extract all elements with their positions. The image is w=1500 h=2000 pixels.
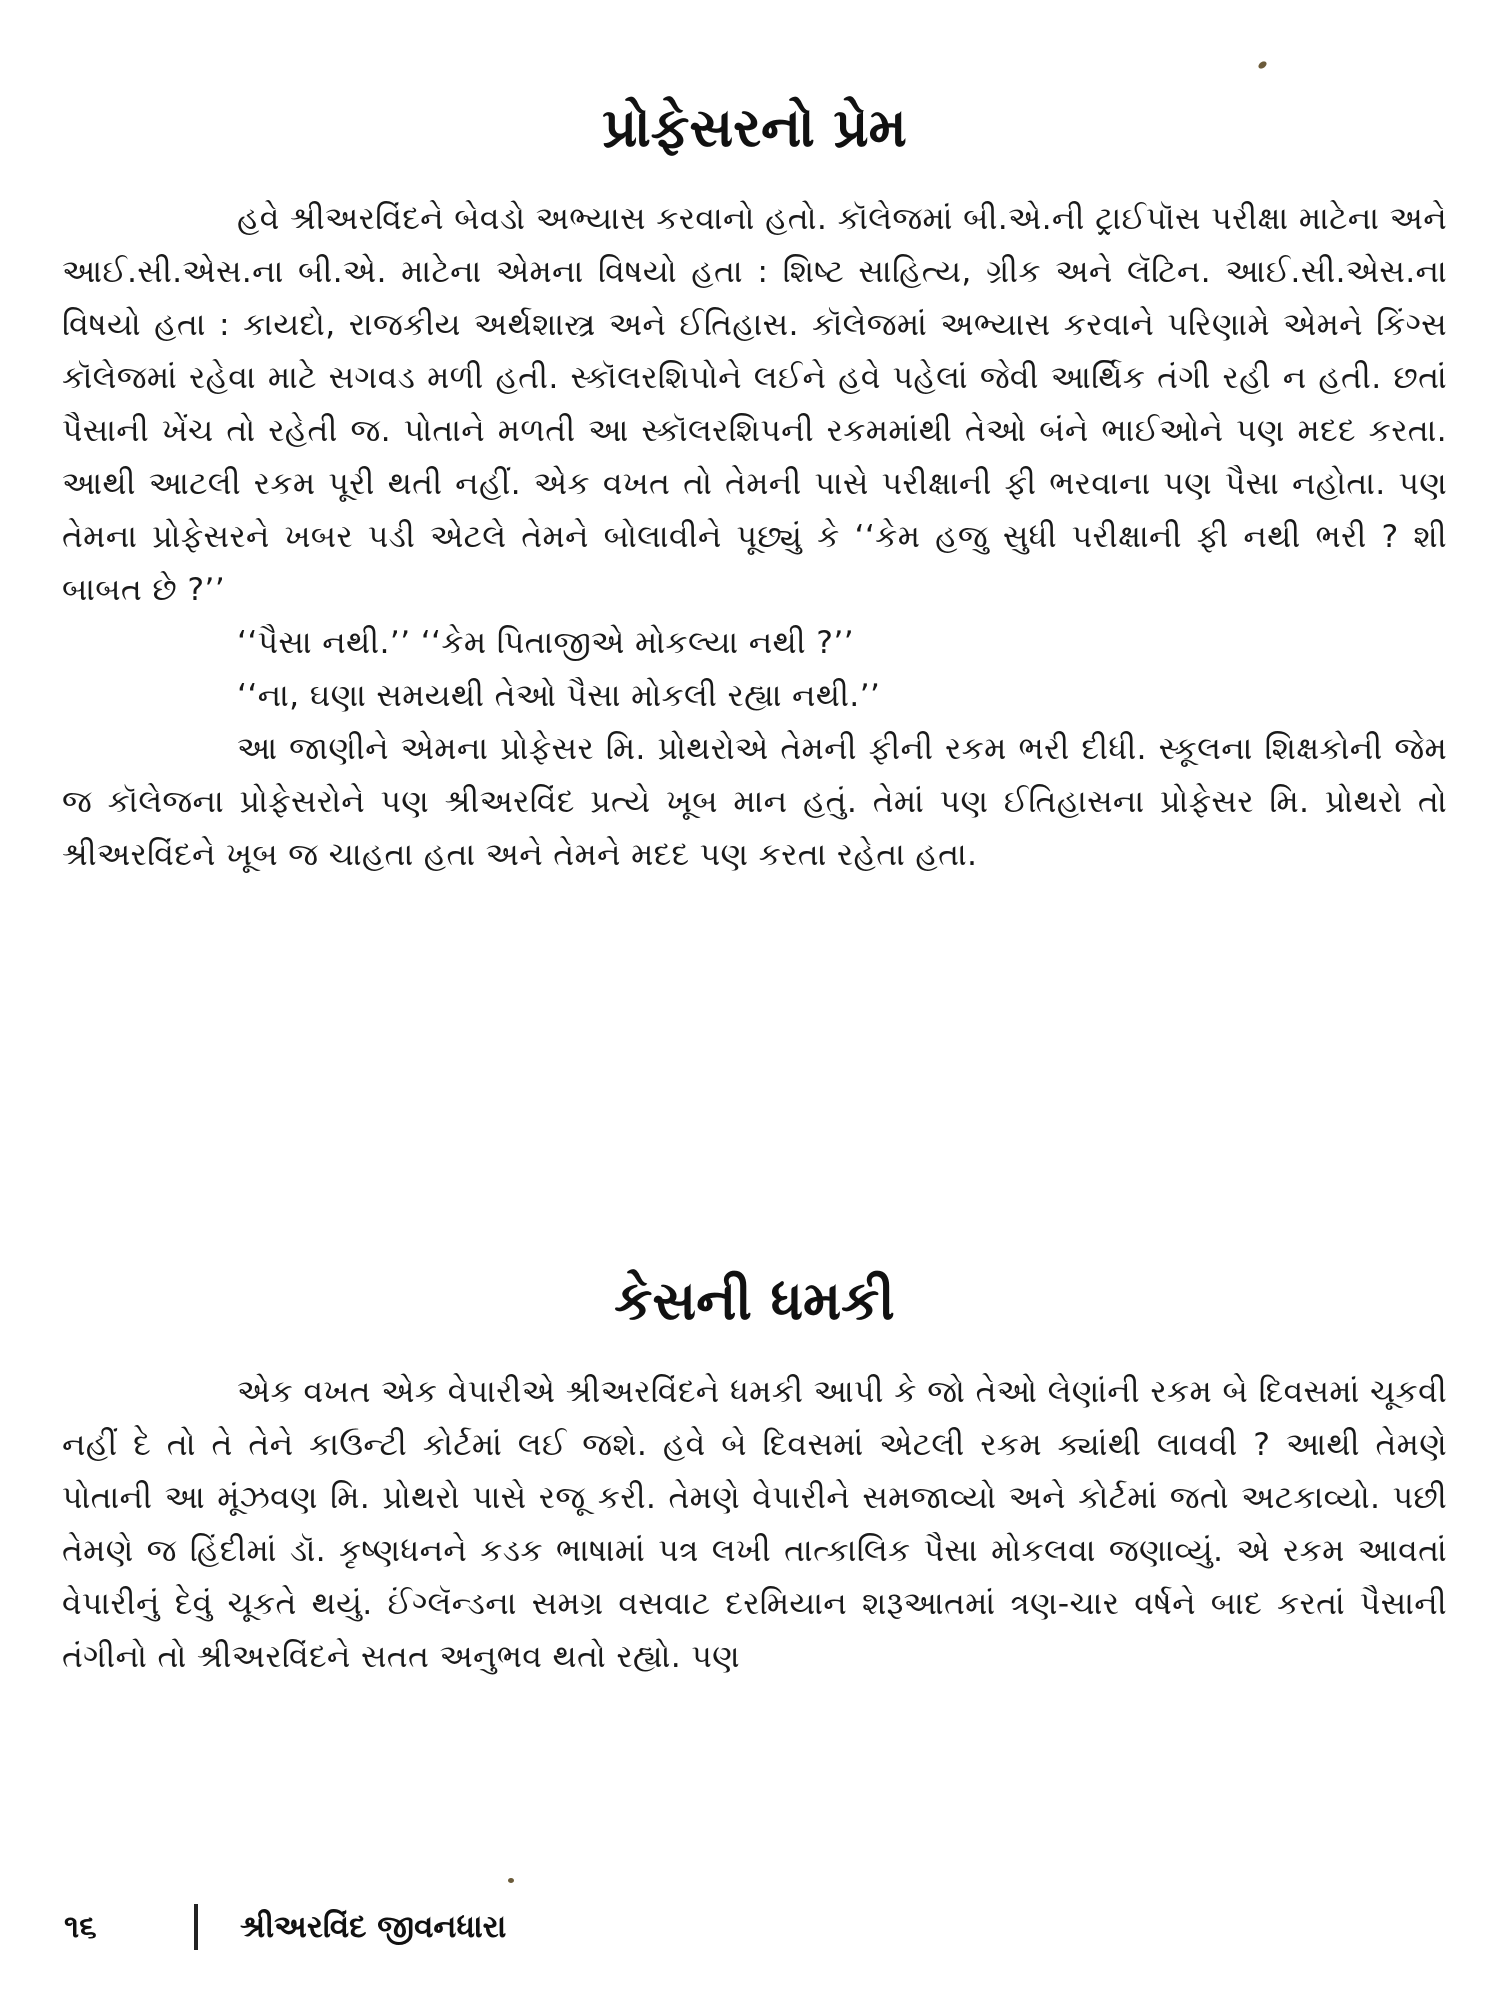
footer-divider (194, 1904, 198, 1950)
section-title-professor-love: પ્રોફેસરનો પ્રેમ (602, 96, 907, 159)
book-title: શ્રીઅરવિંદ જીવનધારા (240, 1908, 507, 1945)
dialog-line: ‘‘પૈસા નથી.’’ ‘‘કેમ પિતાજીએ મોકલ્યા નથી ?’’ (237, 625, 854, 661)
paper-speck (508, 1878, 514, 1883)
book-page (62, 0, 1447, 2000)
page-footer (62, 1900, 1447, 1954)
paragraph: એક વખત એક વેપારીએ શ્રીઅરવિંદને ધમકી આપી કે જો તેઓ લેણાંની રકમ બે દિવસમાં ચૂકવી નહીં દે તો તે તેને કાઉન્ટી કોર્ટમાં લઈ જશે. હવે બે દિવસમાં એટલી રકમ ક્યાંથી લાવવી ? આથી તેમણે પોતાની આ મૂંઝવણ મિ. પ્રોથરો પાસે રજૂ કરી. તેમણે વેપારીને સમજાવ્યો અને કોર્ટમાં જતો અટકાવ્યો. પછી તેમણે જ હિંદીમાં ડૉ. કૃષ્ણધનને કડક ભાષામાં પત્ર લખી તાત્કાલિક પૈસા મોકલવા જણાવ્યું. એ રકમ આવતાં વેપારીનું દેવું ચૂકતે થયું. ઈંગ્લૅન્ડના સમગ્ર વસવાટ દરમિયાન શરૂઆતમાં ત્રણ-ચાર વર્ષને બાદ કરતાં પૈસાની તંગીનો તો શ્રીઅરવિંદને સતત અનુભવ થતો રહ્યો. પણ (62, 1374, 1447, 1675)
section-professor-love-body (62, 193, 1447, 882)
paragraph: આ જાણીને એમના પ્રોફેસર મિ. પ્રોથરોએ તેમની ફીની રકમ ભરી દીધી. સ્કૂલના શિક્ષકોની જેમ જ કૉલેજના પ્રોફેસરોને પણ શ્રીઅરવિંદ પ્રત્યે ખૂબ માન હતું. તેમાં પણ ઈતિહાસના પ્રોફેસર મિ. પ્રોથરો તો શ્રીઅરવિંદને ખૂબ જ ચાહતા હતા અને તેમને મદદ પણ કરતા રહેતા હતા. (62, 731, 1447, 873)
page-number: ૧૬ (64, 1908, 97, 1945)
dialog-line: ‘‘ના, ઘણા સમયથી તેઓ પૈસા મોકલી રહ્યા નથી.’’ (237, 678, 881, 714)
paragraph: હવે શ્રીઅરવિંદને બેવડો અભ્યાસ કરવાનો હતો. કૉલેજમાં બી.એ.ની ટ્રાઈપૉસ પરીક્ષા માટેના અને આઈ.સી.એસ.ના બી.એ. માટેના એમના વિષયો હતા : શિષ્ટ સાહિત્ય, ગ્રીક અને લૅટિન. આઈ.સી.એસ.ના વિષયો હતા : કાયદો, રાજકીય અર્થશાસ્ત્ર અને ઈતિહાસ. કૉલેજમાં અભ્યાસ કરવાને પરિણામે એમને કિંગ્સ કૉલેજમાં રહેવા માટે સગવડ મળી હતી. સ્કૉલરશિપોને લઈને હવે પહેલાં જેવી આર્થિક તંગી રહી ન હતી. છતાં પૈસાની ખેંચ તો રહેતી જ. પોતાને મળતી આ સ્કૉલરશિપની રકમમાંથી તેઓ બંને ભાઈઓને પણ મદદ કરતા. આથી આટલી રકમ પૂરી થતી નહીં. એક વખત તો તેમની પાસે પરીક્ષાની ફી ભરવાના પણ પૈસા નહોતા. પણ તેમના પ્રોફેસરને ખબર પડી એટલે તેમને બોલાવીને પૂછ્યું કે ‘‘કેમ હજુ સુધી પરીક્ષાની ફી નથી ભરી ? શી બાબત છે ?’’ (62, 201, 1447, 608)
section-case-threat-body (62, 1366, 1447, 1684)
section-title-case-threat: કેસની ધમકી (614, 1269, 895, 1332)
